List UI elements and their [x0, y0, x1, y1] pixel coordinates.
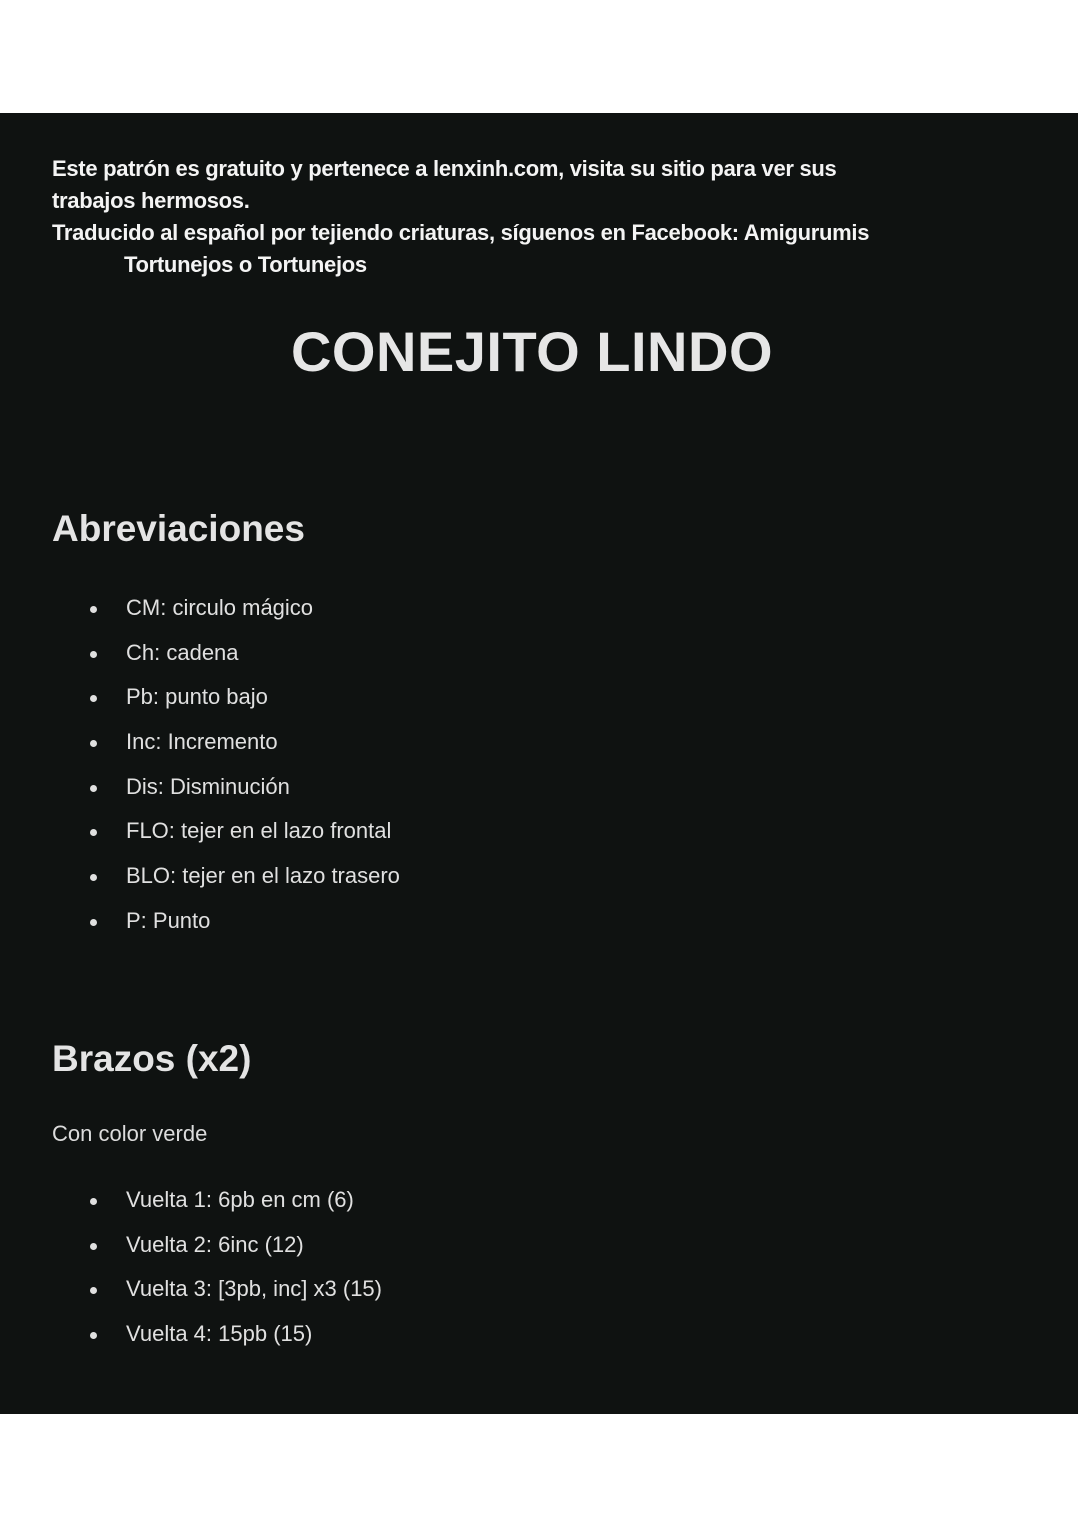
intro-line: Este patrón es gratuito y pertenece a lenxinh.com, visita su sitio para ver sus: [52, 156, 837, 181]
page-title: CONEJITO LINDO: [290, 320, 773, 383]
list-item: Ch: cadena: [52, 638, 400, 683]
abreviaciones-heading: Abreviaciones: [52, 508, 305, 549]
list-item: Vuelta 2: 6inc (12): [52, 1230, 382, 1275]
intro-credits: [52, 153, 1032, 281]
list-item: P: Punto: [52, 906, 400, 951]
intro-line: Tortunejos o Tortunejos: [124, 252, 367, 277]
list-item: BLO: tejer en el lazo trasero: [52, 861, 400, 906]
brazos-note: Con color verde: [52, 1121, 208, 1146]
list-item: CM: circulo mágico: [52, 593, 400, 638]
intro-line: Traducido al español por tejiendo criaturas, síguenos en Facebook: Amigurumis: [52, 220, 870, 245]
list-item: Pb: punto bajo: [52, 682, 400, 727]
list-item: Vuelta 1: 6pb en cm (6): [52, 1185, 382, 1230]
brazos-list: [52, 1185, 382, 1364]
intro-line: trabajos hermosos.: [52, 188, 250, 213]
list-item: Vuelta 3: [3pb, inc] x3 (15): [52, 1274, 382, 1319]
list-item: Vuelta 4: 15pb (15): [52, 1319, 382, 1364]
brazos-heading: Brazos (x2): [52, 1038, 252, 1079]
abreviaciones-list: [52, 593, 400, 951]
list-item: Inc: Incremento: [52, 727, 400, 772]
pattern-page: [0, 113, 1078, 1414]
list-item: Dis: Disminución: [52, 772, 400, 817]
list-item: FLO: tejer en el lazo frontal: [52, 816, 400, 861]
